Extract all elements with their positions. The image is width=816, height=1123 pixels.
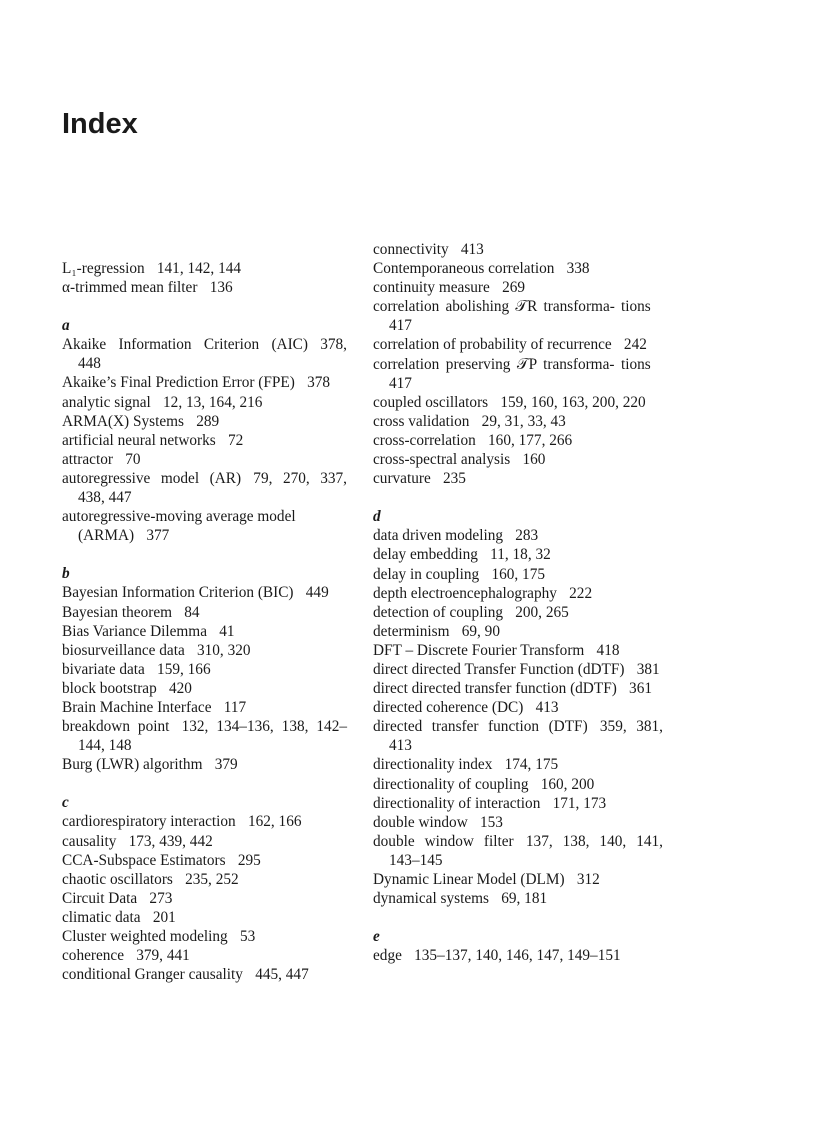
index-entry bbox=[62, 832, 347, 851]
index-term: artificial neural networks bbox=[62, 431, 216, 449]
index-term: CCA-Subspace Estimators bbox=[62, 851, 226, 869]
index-entry bbox=[373, 469, 663, 488]
index-entry bbox=[62, 412, 347, 431]
index-entry bbox=[62, 755, 347, 774]
page-title: Index bbox=[62, 108, 138, 140]
index-entry bbox=[373, 889, 663, 908]
index-term: correlation abolishing 𝒯R transforma- tions bbox=[373, 298, 651, 316]
index-entry bbox=[62, 851, 347, 870]
index-pages: 379 bbox=[214, 756, 238, 774]
index-entry bbox=[62, 393, 347, 412]
index-pages: 12, 13, 164, 216 bbox=[163, 393, 263, 411]
index-term: determinism bbox=[373, 622, 450, 640]
index-term: directed coherence (DC) bbox=[373, 699, 524, 717]
index-entry bbox=[373, 565, 663, 584]
index-term: Dynamic Linear Model (DLM) bbox=[373, 871, 565, 888]
index-term: analytic signal bbox=[62, 393, 151, 411]
index-pages: 420 bbox=[168, 679, 192, 697]
index-entry bbox=[62, 717, 347, 755]
index-entry bbox=[373, 794, 663, 813]
index-term: chaotic oscillators bbox=[62, 870, 173, 888]
index-entry bbox=[62, 812, 347, 831]
index-entry bbox=[373, 545, 663, 564]
index-pages: 132, 134–136, 138, 142–144, 148 bbox=[78, 718, 347, 755]
index-term: double window filter bbox=[373, 832, 514, 850]
index-pages: 361 bbox=[629, 680, 652, 698]
index-term: direct directed Transfer Function (dDTF) bbox=[373, 660, 625, 678]
index-term: Brain Machine Interface bbox=[62, 698, 212, 716]
index-pages: 445, 447 bbox=[255, 966, 309, 984]
index-entry bbox=[373, 431, 663, 450]
index-pages: 413 bbox=[535, 699, 559, 717]
index-pages: 235, 252 bbox=[185, 870, 239, 888]
index-term: Akaike Information Criterion (AIC) bbox=[62, 336, 308, 354]
index-pages: 160, 200 bbox=[540, 775, 595, 793]
index-entry bbox=[373, 297, 663, 335]
index-pages: 70 bbox=[125, 450, 141, 468]
index-term: climatic data bbox=[62, 908, 141, 926]
index-entry bbox=[373, 946, 663, 965]
index-entry bbox=[62, 622, 347, 641]
index-pages: 79, 270, 337, 438, 447 bbox=[78, 469, 347, 507]
index-pages: 273 bbox=[149, 889, 173, 907]
index-term: cross-spectral analysis bbox=[373, 451, 511, 469]
index-term: L₁-regression bbox=[62, 260, 145, 277]
index-entry bbox=[373, 717, 663, 755]
index-pages: 222 bbox=[569, 584, 593, 602]
index-entry bbox=[373, 870, 663, 889]
index-pages: 295 bbox=[237, 851, 261, 869]
index-term: block bootstrap bbox=[62, 679, 157, 697]
index-term: edge bbox=[373, 947, 402, 965]
index-entry bbox=[373, 278, 663, 297]
index-term: coherence bbox=[62, 947, 124, 965]
index-term: Contemporaneous correlation bbox=[373, 260, 555, 278]
index-pages: 413 bbox=[460, 241, 484, 258]
index-term: cross validation bbox=[373, 412, 470, 430]
section-letter: d bbox=[373, 508, 381, 526]
index-pages: 359, 381, 413 bbox=[389, 718, 663, 755]
index-entry bbox=[373, 679, 663, 698]
index-entry bbox=[62, 870, 347, 889]
index-term: Cluster weighted modeling bbox=[62, 928, 228, 945]
index-pages: 141, 142, 144 bbox=[156, 260, 242, 277]
index-pages: 200, 265 bbox=[515, 603, 569, 621]
section-letter: a bbox=[62, 317, 70, 335]
index-term: autoregressive-moving average model (ARMA) bbox=[62, 508, 296, 545]
index-entry bbox=[62, 603, 347, 622]
index-term: directionality index bbox=[373, 756, 493, 774]
index-pages: 174, 175 bbox=[504, 756, 559, 774]
index-entry bbox=[62, 469, 347, 507]
index-pages: 379, 441 bbox=[136, 947, 190, 965]
index-pages: 312 bbox=[576, 871, 600, 888]
index-entry bbox=[62, 450, 347, 469]
index-term: bivariate data bbox=[62, 660, 145, 678]
index-entry bbox=[373, 641, 663, 660]
index-entry bbox=[373, 698, 663, 717]
index-entry bbox=[62, 946, 347, 965]
index-entry bbox=[62, 278, 347, 297]
index-term: delay embedding bbox=[373, 546, 478, 564]
index-pages: 381 bbox=[636, 660, 660, 678]
index-entry bbox=[373, 526, 663, 545]
index-pages: 235 bbox=[443, 470, 466, 488]
index-pages: 338 bbox=[566, 260, 590, 278]
index-entry bbox=[373, 355, 663, 393]
index-term: Akaike’s Final Prediction Error (FPE) bbox=[62, 374, 295, 392]
index-entry bbox=[62, 373, 347, 392]
index-term: Burg (LWR) algorithm bbox=[62, 756, 203, 774]
index-term: directionality of coupling bbox=[373, 775, 529, 793]
index-pages: 160, 175 bbox=[491, 565, 545, 583]
index-term: autoregressive model (AR) bbox=[62, 469, 242, 487]
index-pages: 378 bbox=[307, 374, 331, 392]
index-term: depth electroencephalography bbox=[373, 584, 557, 602]
index-entry bbox=[373, 450, 663, 469]
index-entry bbox=[62, 679, 347, 698]
index-pages: 135–137, 140, 146, 147, 149–151 bbox=[414, 947, 621, 965]
index-term: curvature bbox=[373, 470, 431, 488]
index-entry bbox=[62, 698, 347, 717]
index-entry bbox=[373, 335, 663, 354]
index-pages: 159, 166 bbox=[157, 660, 211, 678]
index-pages: 171, 173 bbox=[552, 794, 607, 812]
index-pages: 201 bbox=[152, 908, 176, 926]
index-term: attractor bbox=[62, 450, 113, 468]
index-term: α-trimmed mean filter bbox=[62, 279, 198, 297]
index-term: double window bbox=[373, 813, 468, 831]
index-pages: 69, 181 bbox=[501, 890, 548, 908]
index-entry bbox=[62, 583, 347, 602]
index-entry bbox=[373, 240, 663, 259]
index-entry bbox=[62, 641, 347, 660]
index-pages: 136 bbox=[209, 279, 233, 297]
index-term: correlation of probability of recurrence bbox=[373, 336, 612, 354]
index-entry bbox=[373, 775, 663, 794]
index-term: cross-correlation bbox=[373, 431, 476, 449]
index-pages: 41 bbox=[219, 622, 235, 640]
section-letter: e bbox=[373, 928, 380, 946]
index-entry bbox=[62, 259, 347, 278]
index-term: DFT – Discrete Fourier Transform bbox=[373, 641, 585, 659]
index-entry bbox=[62, 889, 347, 908]
index-term: Bias Variance Dilemma bbox=[62, 622, 207, 640]
section-letter: b bbox=[62, 565, 70, 583]
index-column-right bbox=[373, 240, 663, 965]
index-pages: 269 bbox=[502, 279, 526, 297]
index-pages: 378, 448 bbox=[78, 336, 347, 373]
index-term: cardiorespiratory interaction bbox=[62, 813, 236, 831]
index-term: delay in coupling bbox=[373, 565, 480, 583]
index-entry bbox=[373, 832, 663, 870]
index-pages: 310, 320 bbox=[196, 641, 251, 659]
index-term: data driven modeling bbox=[373, 527, 503, 545]
index-entry bbox=[373, 660, 663, 679]
index-term: direct directed transfer function (dDTF) bbox=[373, 680, 617, 698]
index-term: coupled oscillators bbox=[373, 393, 489, 411]
index-term: continuity measure bbox=[373, 279, 490, 297]
index-pages: 53 bbox=[239, 928, 256, 945]
index-entry bbox=[373, 755, 663, 774]
index-term: directionality of interaction bbox=[373, 794, 541, 812]
index-term: Circuit Data bbox=[62, 889, 138, 907]
index-entry bbox=[373, 412, 663, 431]
index-term: ARMA(X) Systems bbox=[62, 412, 184, 430]
index-pages: 289 bbox=[196, 412, 220, 430]
index-entry bbox=[62, 908, 347, 927]
index-entry bbox=[62, 507, 347, 545]
index-pages: 153 bbox=[479, 813, 503, 831]
index-entry bbox=[373, 393, 663, 412]
index-term: dynamical systems bbox=[373, 890, 489, 908]
index-entry bbox=[373, 813, 663, 832]
index-pages: 418 bbox=[596, 641, 620, 659]
index-term: Bayesian theorem bbox=[62, 603, 173, 621]
index-term: breakdown point bbox=[62, 718, 170, 736]
index-entry bbox=[62, 431, 347, 450]
index-pages: 449 bbox=[305, 584, 329, 602]
index-pages: 11, 18, 32 bbox=[490, 546, 551, 564]
index-entry bbox=[373, 622, 663, 641]
index-pages: 69, 90 bbox=[461, 622, 500, 640]
index-term: causality bbox=[62, 832, 117, 850]
index-pages: 283 bbox=[515, 527, 539, 545]
index-entry bbox=[62, 335, 347, 373]
index-pages: 417 bbox=[389, 317, 412, 335]
index-entry bbox=[62, 965, 347, 984]
index-pages: 160, 177, 266 bbox=[488, 431, 573, 449]
index-entry bbox=[373, 603, 663, 622]
index-pages: 117 bbox=[223, 698, 247, 716]
index-entry bbox=[62, 927, 347, 946]
index-entry bbox=[373, 259, 663, 278]
index-term: biosurveillance data bbox=[62, 641, 185, 659]
index-entry bbox=[62, 660, 347, 679]
index-pages: 72 bbox=[228, 431, 244, 449]
index-pages: 29, 31, 33, 43 bbox=[481, 412, 566, 430]
index-entry bbox=[373, 584, 663, 603]
index-term: detection of coupling bbox=[373, 603, 503, 621]
index-pages: 377 bbox=[146, 527, 170, 545]
index-pages: 160 bbox=[522, 451, 546, 469]
index-pages: 242 bbox=[623, 336, 647, 354]
index-term: directed transfer function (DTF) bbox=[373, 718, 588, 736]
index-pages: 417 bbox=[389, 374, 412, 392]
index-pages: 162, 166 bbox=[247, 813, 302, 831]
index-pages: 84 bbox=[184, 603, 200, 621]
section-letter: c bbox=[62, 794, 69, 812]
index-term: correlation preserving 𝒯P transforma- tions bbox=[373, 355, 651, 373]
index-term: connectivity bbox=[373, 241, 449, 258]
index-term: conditional Granger causality bbox=[62, 966, 243, 984]
index-term: Bayesian Information Criterion (BIC) bbox=[62, 584, 294, 602]
index-column-left bbox=[62, 259, 347, 984]
index-pages: 173, 439, 442 bbox=[128, 832, 213, 850]
index-pages: 137, 138, 140, 141, 143–145 bbox=[389, 832, 663, 869]
index-pages: 159, 160, 163, 200, 220 bbox=[500, 393, 646, 411]
